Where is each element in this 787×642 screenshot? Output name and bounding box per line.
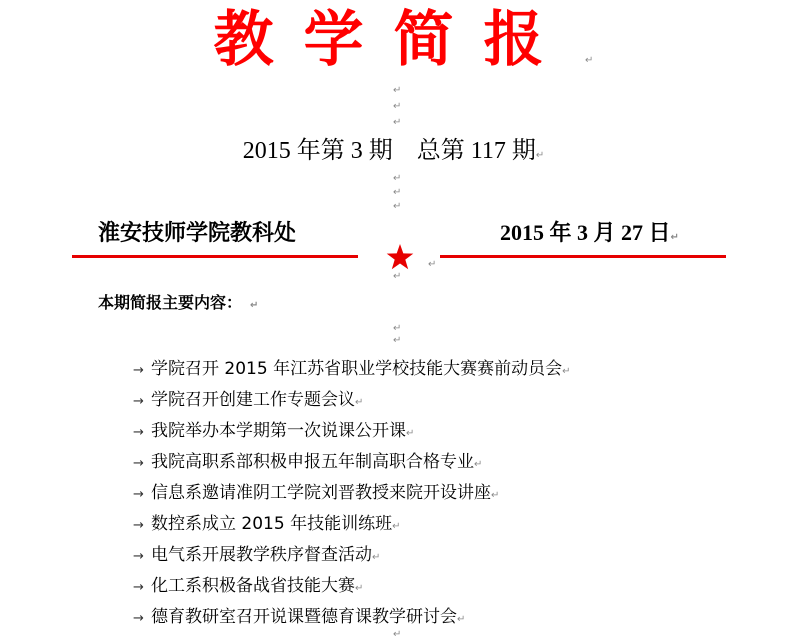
paragraph-mark: ↵ (393, 201, 402, 212)
issuing-office: 淮安技师学院教科处 (98, 220, 297, 245)
paragraph-mark: ↵ (393, 101, 402, 112)
star-icon (386, 243, 414, 271)
contents-heading (98, 290, 258, 316)
paragraph-mark: ↵ (585, 55, 594, 66)
list-item-text: 德育教研室召开说课暨德育课教学研讨会 (151, 607, 457, 627)
paragraph-mark: ↵ (393, 117, 402, 128)
issue-number-line (0, 134, 787, 168)
paragraph-mark: ↵ (491, 490, 500, 501)
header-rule-right (440, 255, 726, 258)
tab-arrow-icon: → (133, 456, 144, 471)
paragraph-mark: ↵ (392, 521, 401, 532)
list-item (133, 571, 570, 602)
list-item (133, 447, 570, 478)
list-item-text: 我院高职系部积极申报五年制高职合格专业 (151, 452, 474, 472)
issue-date-text: 2015 年 3 月 27 日 (500, 220, 671, 245)
header-rule-left (72, 255, 358, 258)
tab-arrow-icon: → (133, 549, 144, 564)
list-item (133, 602, 570, 633)
newsletter-title: 教学简报 (213, 5, 574, 75)
paragraph-mark: ↵ (393, 271, 402, 282)
paragraph-mark: ↵ (393, 335, 402, 346)
paragraph-mark: ↵ (670, 232, 679, 243)
tab-arrow-icon: → (133, 580, 144, 595)
list-item (133, 540, 570, 571)
list-item (133, 509, 570, 540)
list-item (133, 478, 570, 509)
contents-heading-text: 本期简报主要内容： (98, 293, 243, 312)
tab-arrow-icon: → (133, 425, 144, 440)
tab-arrow-icon: → (133, 363, 144, 378)
contents-list (133, 354, 570, 633)
tab-arrow-icon: → (133, 518, 144, 533)
issue-text: 2015 年第 3 期 总第 117 期 (242, 138, 536, 164)
paragraph-mark: ↵ (393, 629, 402, 640)
paragraph-mark: ↵ (457, 614, 466, 625)
paragraph-mark: ↵ (355, 583, 364, 594)
list-item-text: 化工系积极备战省技能大赛 (151, 576, 355, 596)
list-item-text: 信息系邀请准阴工学院刘晋教授来院开设讲座 (151, 483, 491, 503)
tab-arrow-icon: → (133, 394, 144, 409)
issue-date (500, 218, 679, 248)
list-item (133, 385, 570, 416)
paragraph-mark: ↵ (355, 397, 364, 408)
list-item-text: 我院举办本学期第一次说课公开课 (151, 421, 406, 441)
paragraph-mark: ↵ (393, 85, 402, 96)
paragraph-mark: ↵ (406, 428, 415, 439)
paragraph-mark: ↵ (393, 187, 402, 198)
list-item (133, 354, 570, 385)
paragraph-mark: ↵ (393, 173, 402, 184)
paragraph-mark: ↵ (428, 259, 437, 270)
paragraph-mark: ↵ (393, 323, 402, 334)
tab-arrow-icon: → (133, 487, 144, 502)
list-item (133, 416, 570, 447)
list-item-text: 学院召开 2015 年江苏省职业学校技能大赛赛前动员会 (151, 359, 563, 379)
paragraph-mark: ↵ (535, 150, 545, 161)
paragraph-mark: ↵ (474, 459, 483, 470)
list-item-text: 学院召开创建工作专题会议 (151, 390, 355, 410)
list-item-text: 数控系成立 2015 年技能训练班 (151, 514, 393, 534)
paragraph-mark: ↵ (372, 552, 381, 563)
tab-arrow-icon: → (133, 611, 144, 626)
paragraph-mark: ↵ (562, 366, 571, 377)
list-item-text: 电气系开展教学秩序督查活动 (151, 545, 372, 565)
paragraph-mark: ↵ (250, 300, 259, 311)
